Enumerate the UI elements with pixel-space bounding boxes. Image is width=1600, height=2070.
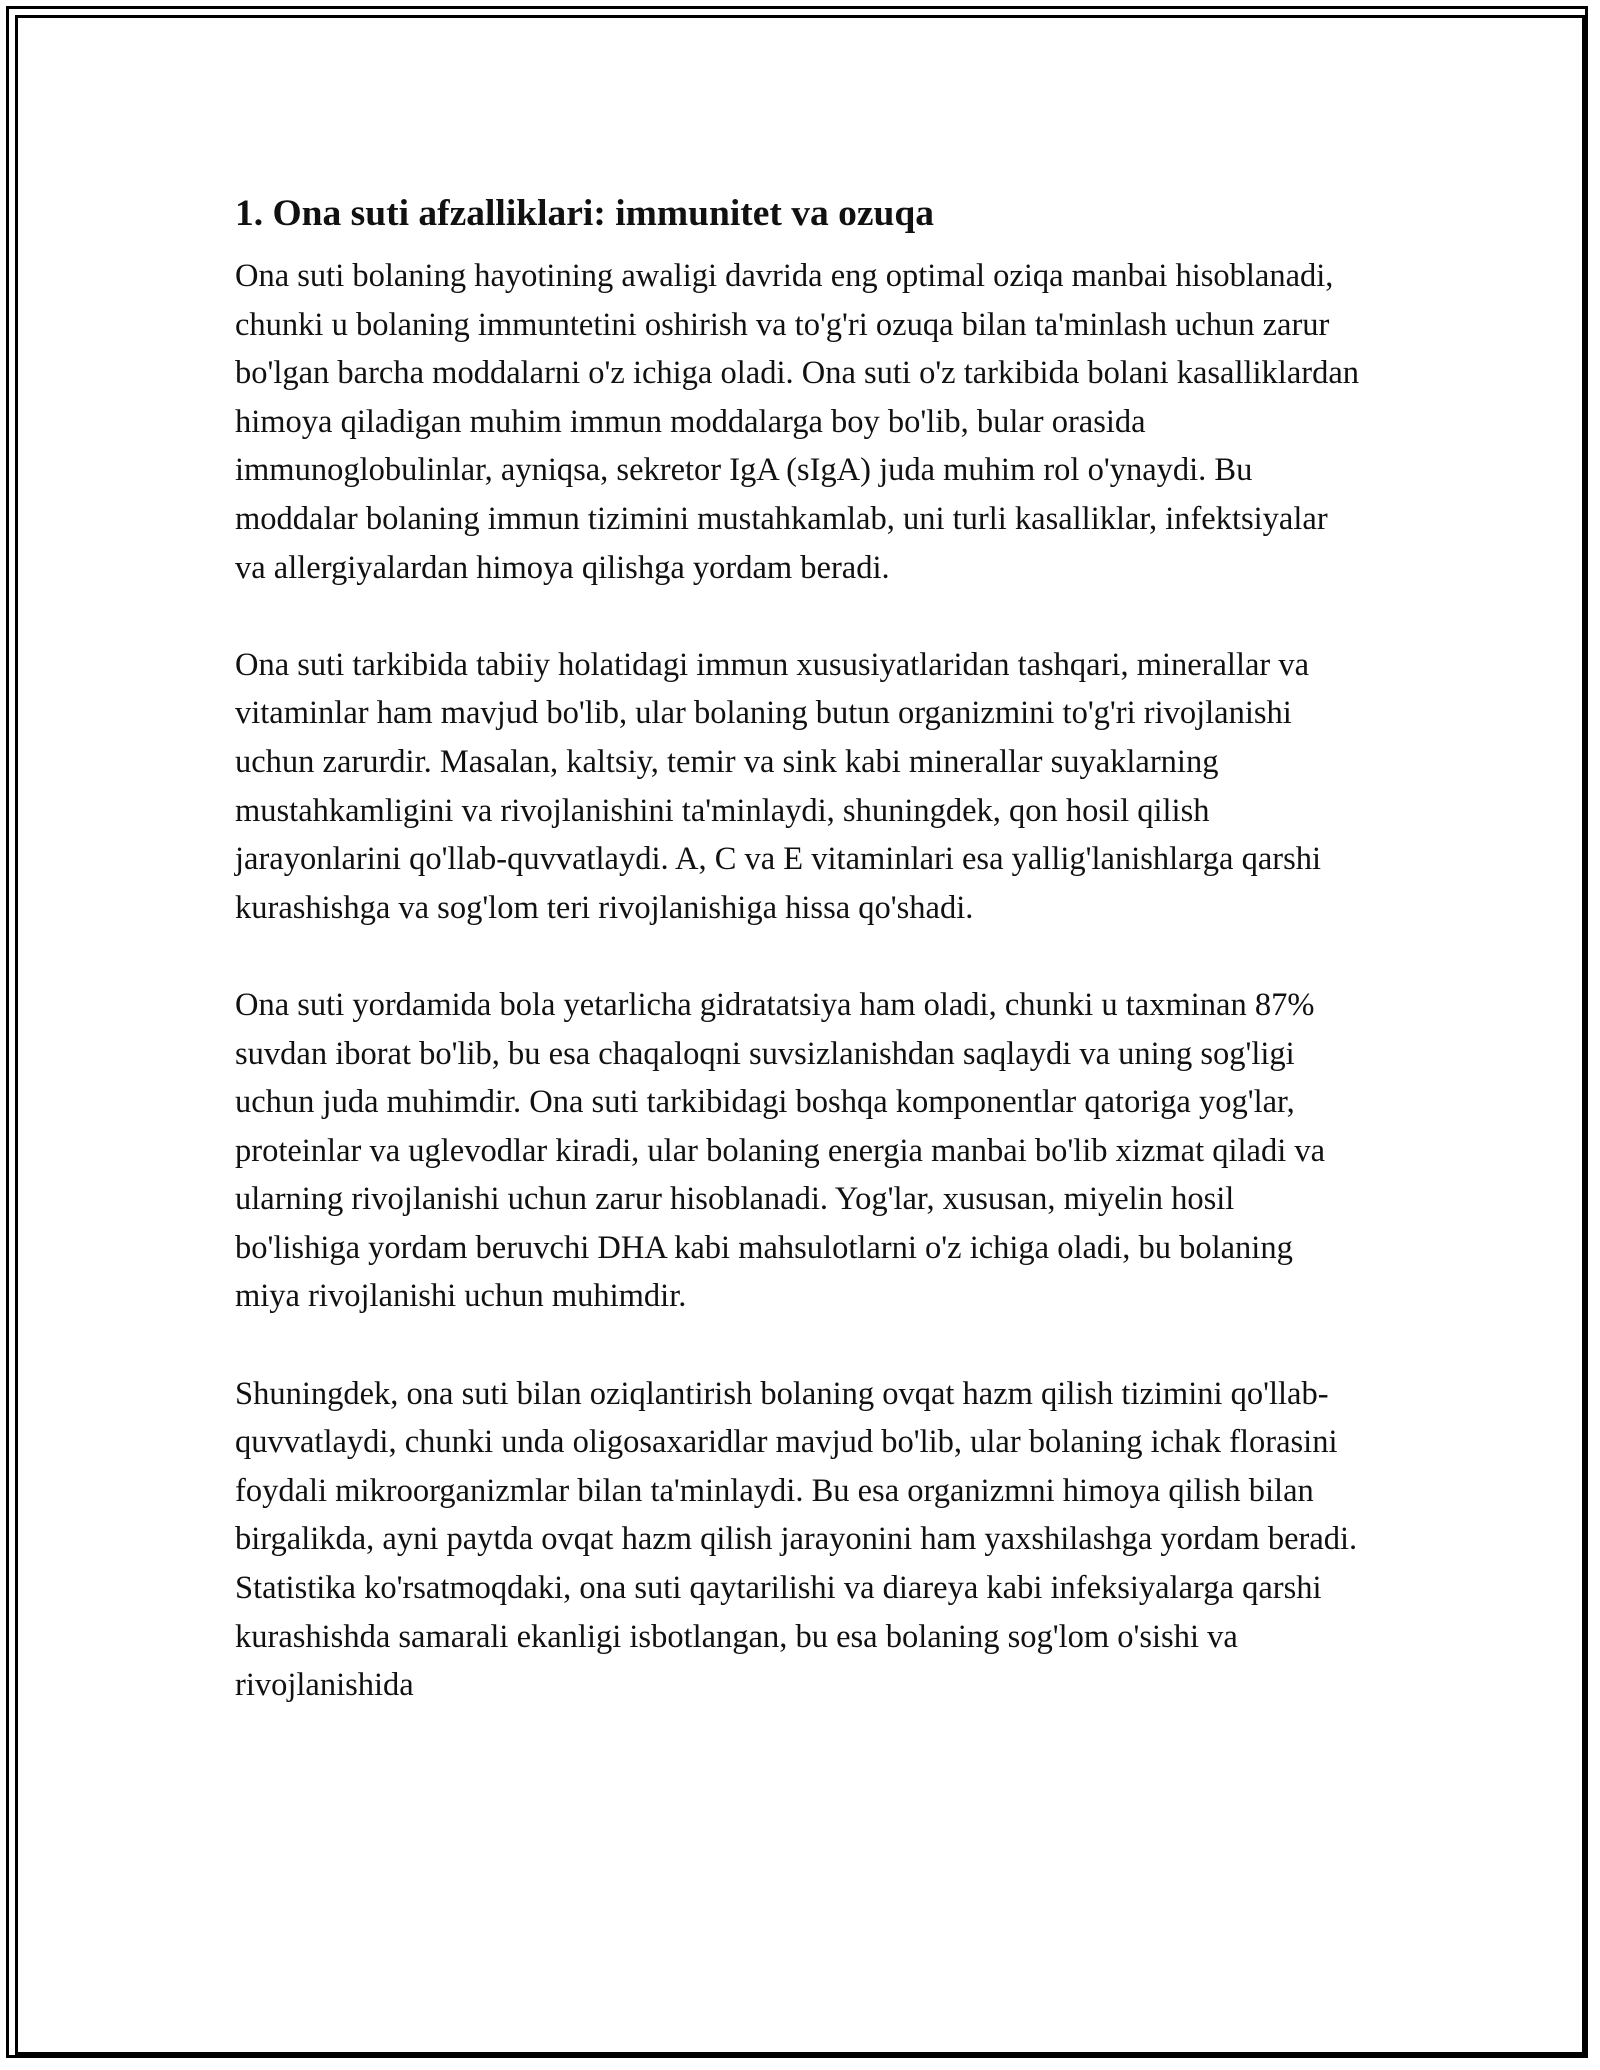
document-body: [235, 186, 1365, 1758]
section-heading: 1. Ona suti afzalliklari: immunitet va ozuqa: [235, 193, 934, 234]
paragraph-4: Shuningdek, ona suti bilan oziqlantirish bolaning ovqat hazm qilish tizimini qo'llab-quvvatlaydi, chunki unda oligosaxaridlar mavjud bo'lib, ular bolaning ichak florasini foydali mikroorganizmlar bilan ta'minlaydi. Bu esa organizmni himoya qilish bilan birgalikda, ayni paytda ovqat hazm qilish jarayonini ham yaxshilashga yordam beradi. Statistika ko'rsatmoqdaki, ona suti qaytarilishi va diareya kabi infeksiyalarga qarshi kurashishda samarali ekanligi isbotlangan, bu esa bolaning sog'lom o'sishi va rivojlanishida: [235, 1375, 1358, 1704]
paragraph-2: Ona suti tarkibida tabiiy holatidagi immun xususiyatlaridan tashqari, minerallar va vitaminlar ham mavjud bo'lib, ular bolaning butun organizmini to'g'ri rivojlanishi uchun zarurdir. Masalan, kaltsiy, temir va sink kabi minerallar suyaklarning mustahkamligini va rivojlanishini ta'minlaydi, shuningdek, qon hosil qilish jarayonlarini qo'llab-quvvatlaydi. A, C va E vitaminlari esa yallig'lanishlarga qarshi kurashishga va sog'lom teri rivojlanishiga hissa qo'shadi.: [235, 646, 1322, 926]
paragraph-1: Ona suti bolaning hayotining awaligi davrida eng optimal oziqa manbai hisoblanadi, chunki u bolaning immuntetini oshirish va to'g'ri ozuqa bilan ta'minlash uchun zarur bo'lgan barcha moddalarni o'z ichiga oladi. Ona suti o'z tarkibida bolani kasalliklardan himoya qiladigan muhim immun moddalarga boy bo'lib, bular orasida immunoglobulinlar, ayniqsa, sekretor IgA (sIgA) juda muhim rol o'ynaydi. Bu moddalar bolaning immun tizimini mustahkamlab, uni turli kasalliklar, infektsiyalar va allergiyalardan himoya qilishga yordam beradi.: [235, 258, 1360, 586]
paragraph-3: Ona suti yordamida bola yetarlicha gidratatsiya ham oladi, chunki u taxminan 87% suvdan iborat bo'lib, bu esa chaqaloqni suvsizlanishdan saqlaydi va uning sog'ligi uchun juda muhimdir. Ona suti tarkibidagi boshqa komponentlar qatoriga yog'lar, proteinlar va uglevodlar kiradi, ular bolaning energia manbai bo'lib xizmat qiladi va ularning rivojlanishi uchun zarur hisoblanadi. Yog'lar, xususan, miyelin hosil bo'lishiga yordam beruvchi DHA kabi mahsulotlarni o'z ichiga oladi, bu bolaning miya rivojlanishi uchun muhimdir.: [235, 986, 1326, 1315]
